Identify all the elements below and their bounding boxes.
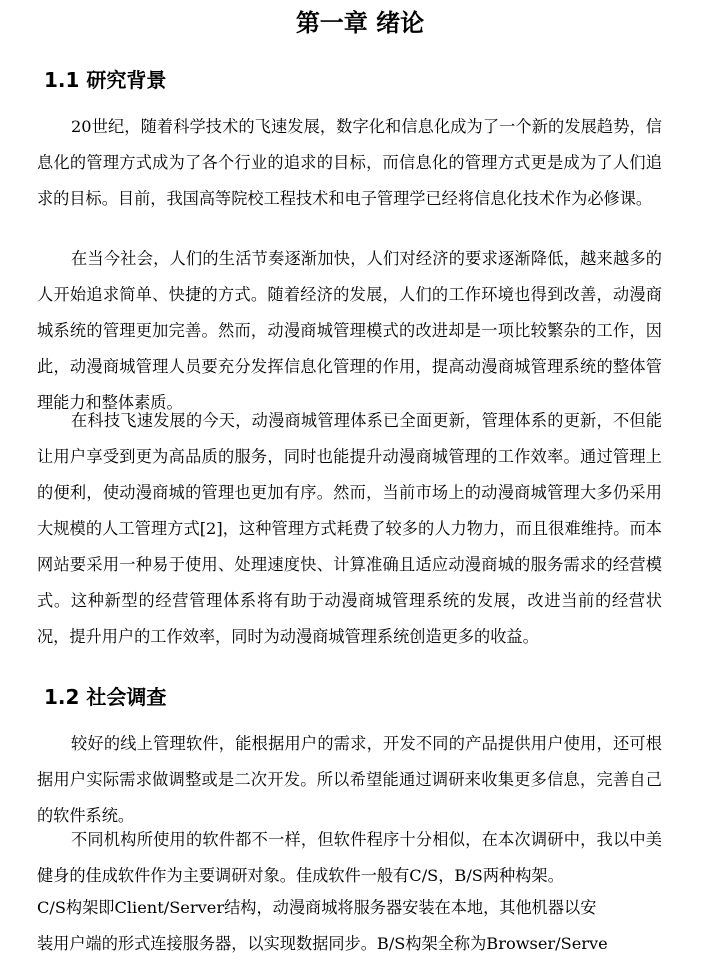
section-heading-1-1: 1.1 研究背景	[44, 68, 167, 92]
text-line-cs-architecture: C/S构架即Client/Server结构，动漫商城将服务器安装在本地，其他机器以安	[37, 898, 597, 917]
paragraph-research-intro: 20世纪，随着科学技术的飞速发展，数字化和信息化成为了一个新的发展趋势，信息化的管理方式成为了各个行业的追求的目标，而信息化的管理方式更是成为了人们追求的目标。目前，我国高等院校工程技术和电子管理学已经将信息化技术作为必修课。	[37, 117, 662, 208]
chapter-title: 第一章 绪论	[295, 9, 425, 37]
text-line-bs-architecture: 装用户端的形式连接服务器，以实现数据同步。B/S构架全称为Browser/Serve	[37, 934, 608, 953]
paragraph-tech-development: 在科技飞速发展的今天，动漫商城管理体系已全面更新，管理体系的更新，不但能让用户享受到更为高品质的服务，同时也能提升动漫商城管理的工作效率。通过管理上的便利，使动漫商城的管理也更加有序。然而，当前市场上的动漫商城管理大多仍采用大规模的人工管理方式[2]，这种管理方式耗费了较多的人力物力，而且很难维持。而本网站要采用一种易于使用、处理速度快、计算准确且适应动漫商城的服务需求的经营模式。这种新型的经营管理体系将有助于动漫商城管理系统的发展，改进当前的经营状况，提升用户的工作效率，同时为动漫商城管理系统创造更多的收益。	[37, 411, 662, 646]
section-heading-1-2: 1.2 社会调查	[44, 685, 167, 709]
paragraph-survey: 不同机构所使用的软件都不一样，但软件程序十分相似，在本次调研中，我以中美健身的佳成软件作为主要调研对象。佳成软件一般有C/S，B/S两种构架。	[37, 830, 662, 885]
paragraph-social-life: 在当今社会，人们的生活节奏逐渐加快，人们对经济的要求逐渐降低，越来越多的人开始追求简单、快捷的方式。随着经济的发展，人们的工作环境也得到改善，动漫商城系统的管理更加完善。然而，动漫商城管理模式的改进却是一项比较繁杂的工作，因此，动漫商城管理人员要充分发挥信息化管理的作用，提高动漫商城管理系统的整体管理能力和整体素质。	[37, 249, 662, 412]
paragraph-online-software: 较好的线上管理软件，能根据用户的需求，开发不同的产品提供用户使用，还可根据用户实际需求做调整或是二次开发。所以希望能通过调研来收集更多信息，完善自己的软件系统。	[37, 734, 662, 825]
